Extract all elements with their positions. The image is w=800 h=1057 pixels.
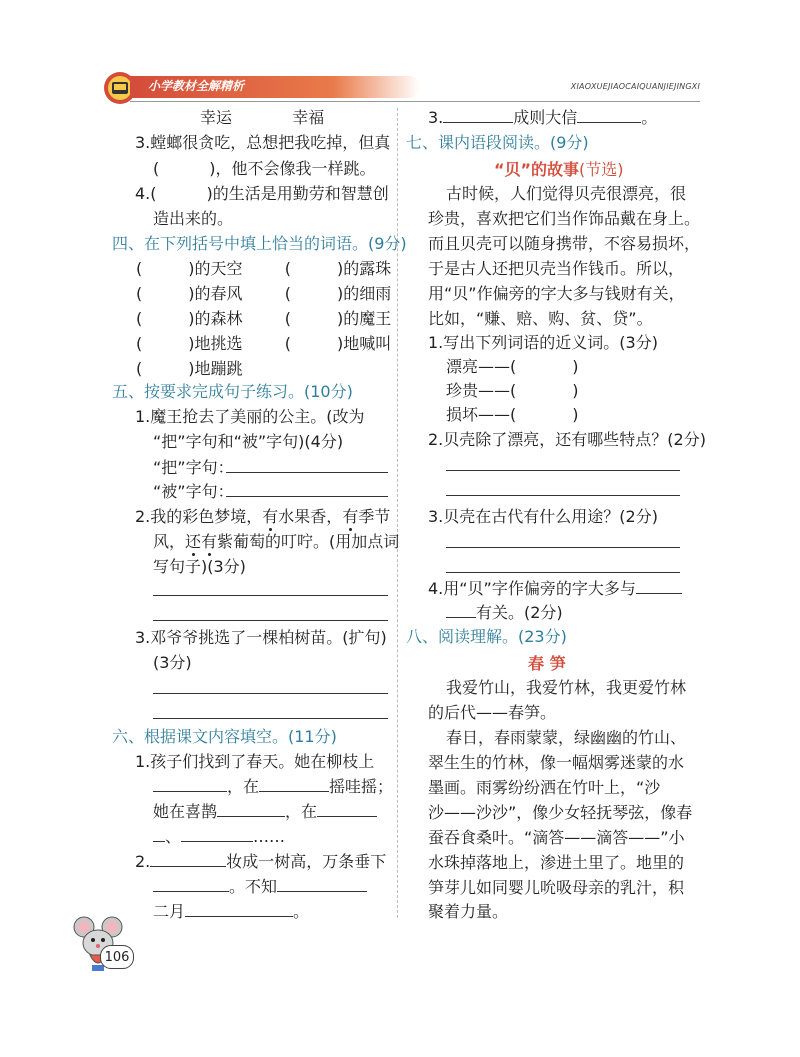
header	[100, 70, 700, 106]
s7-q1: 1.写出下列词语的近义词。(3分)	[428, 333, 658, 352]
s8-para-line: 水珠掉落地上，渗进土里了。地里的	[428, 853, 685, 872]
section-7-title: 七、课内语段阅读。(9分)	[406, 133, 589, 152]
fill-row-2: ( )的春风 ( )的细雨	[136, 284, 392, 303]
fill-item: 地喊叫	[343, 334, 392, 353]
fill-row-1: ( )的天空 ( )的露珠	[136, 259, 392, 278]
s5-q1-line1: 1.魔王抢去了美丽的公主。(改为	[135, 407, 365, 426]
s7-para-line: 古时候，人们觉得贝壳很漂亮，很	[446, 184, 687, 203]
fill-item: 的细雨	[343, 284, 392, 303]
s7-q2-answer-line-1[interactable]	[446, 470, 680, 471]
ba-sentence-label: “把”字句：	[153, 458, 234, 477]
fill-item: 的春风	[194, 284, 243, 303]
header-left-title: 小学教材全解精析	[148, 79, 245, 93]
s7-q2-answer-line-2[interactable]	[446, 495, 680, 496]
s5-q2-line2: 风，还有紫葡萄的叮咛。(用加点词	[153, 532, 400, 551]
page-number-badge	[100, 945, 134, 969]
s6-q1-line4: 、 ……	[153, 825, 285, 849]
section-8-title: 八、阅读理解。(23分)	[406, 627, 567, 646]
column-divider	[397, 108, 398, 918]
section-5-title: 五、按要求完成句子练习。(10分)	[112, 382, 353, 401]
s7-para-line: 于是古人还把贝壳当作钱币。所以，	[428, 259, 685, 278]
fill-item: 的天空	[194, 259, 243, 278]
s5-q3-answer-line-1[interactable]	[153, 693, 388, 694]
section-6-title: 六、根据课文内容填空。(11分)	[112, 727, 337, 746]
word-happiness: 幸福	[292, 108, 325, 127]
s8-para-line: 翠生生的竹林，像一幅烟雾迷蒙的水	[428, 753, 685, 772]
s5-q2-answer-line-2[interactable]	[153, 620, 388, 621]
s8-para-line: 墨画。雨雾纷纷洒在竹叶上，“沙	[428, 778, 661, 797]
ba-answer-line[interactable]	[226, 472, 388, 473]
s6-q1-line3: 她在喜鹊 ，在	[153, 800, 377, 824]
section-4-title: 四、在下列括号中填上恰当的词语。(9分)	[112, 234, 407, 253]
synonym-item: 漂亮——( )	[446, 357, 579, 376]
s7-para-line: 而且贝壳可以随身携带，不容易损坏，	[428, 234, 701, 253]
s8-para-line: 沙——沙沙”，像少女轻抚琴弦，像春	[428, 803, 693, 822]
words-row	[200, 106, 324, 130]
fill-row-5: ( )地蹦跳	[136, 359, 243, 378]
fill-row-4: ( )地挑选 ( )地喊叫	[136, 334, 392, 353]
passage-title-bei: “贝”的故事(节选)	[494, 160, 624, 179]
s5-q3-line1: 3.邓爷爷挑选了一棵柏树苗。(扩句)	[135, 628, 387, 647]
s8-para-line: 笋芽儿如同婴儿吮吸母亲的乳汁，积	[428, 878, 685, 897]
header-title-banner	[130, 76, 420, 98]
s6-q2-line1: 2. 妆成一树高，万条垂下	[135, 852, 387, 871]
s7-para-line: 珍贵，喜欢把它们当作饰品戴在身上。	[428, 209, 701, 228]
s5-q2-answer-line-1[interactable]	[153, 595, 388, 596]
synonym-item: 珍贵——( )	[446, 381, 579, 400]
word-luck: 幸运	[200, 108, 233, 127]
fill-item: 地蹦跳	[194, 359, 243, 378]
s6-q1-line2: ，在 摇哇摇；	[153, 775, 393, 799]
passage-title-chunsun: 春 笋	[528, 654, 566, 673]
page-number: 106	[104, 950, 130, 965]
s8-para-line: 的后代——春笋。	[428, 703, 557, 722]
fill-item: 的露珠	[343, 259, 392, 278]
s8-para-line: 春日，春雨蒙蒙，绿幽幽的竹山、	[446, 728, 687, 747]
q3-line2: ( )，他不会像我一样跳。	[153, 159, 376, 178]
q4-line2: 造出来的。	[153, 209, 234, 228]
q4-line1: 4.( )的生活是用勤劳和智慧创	[135, 184, 389, 203]
s5-q3-answer-line-2[interactable]	[153, 718, 388, 719]
header-right-title: XIAOXUEJIAOCAIQUANJIEJINGXI	[570, 82, 700, 91]
q3-line1: 3.螳螂很贪吃，总想把我吃掉，但真	[135, 133, 391, 152]
s7-q3-answer-line-2[interactable]	[446, 572, 680, 573]
s7-q4-line1: 4.用“贝”字作偏旁的字大多与	[428, 577, 682, 601]
s7-q2: 2.贝壳除了漂亮，还有哪些特点？(2分)	[428, 430, 706, 449]
r-q3: 3. 成则大信 。	[428, 108, 658, 127]
s7-q3-answer-line-1[interactable]	[446, 547, 680, 548]
fill-row-3: ( )的森林 ( )的魔王	[136, 309, 392, 328]
s5-q1-line2: “把”字句和“被”字句)(4分)	[153, 432, 344, 451]
s8-para-line: 蚕吞食桑叶。“滴答——滴答——”小	[428, 828, 685, 847]
s5-q3-line2: (3分)	[153, 653, 192, 672]
bei-sentence-label: “被”字句：	[153, 482, 234, 501]
s6-q2-line2: 。不知	[153, 875, 367, 899]
bei-answer-line[interactable]	[226, 496, 388, 497]
fill-item: 的森林	[194, 309, 243, 328]
s7-q3: 3.贝壳在古代有什么用途？(2分)	[428, 507, 658, 526]
synonym-item: 损坏——( )	[446, 405, 579, 424]
s5-q2-line3: 写句子)(3分)	[153, 557, 246, 576]
s7-para-line: 用“贝”作偏旁的字大多与钱财有关，	[428, 284, 685, 303]
s6-q2-line3: 二月 。	[153, 902, 310, 921]
fill-item: 的魔王	[343, 309, 392, 328]
s8-para-line: 聚着力量。	[428, 902, 509, 921]
fill-item: 地挑选	[194, 334, 243, 353]
s8-para-line: 我爱竹山，我爱竹林，我更爱竹林	[446, 678, 687, 697]
s7-q4-line2: 有关。(2分)	[446, 601, 563, 625]
header-rule	[130, 101, 700, 102]
s7-para-line: 比如，“赚、赔、购、贫、贷”。	[428, 309, 653, 328]
s5-q2-line1: 2.我的彩色梦境，有水果香，有季节	[135, 507, 391, 526]
s6-q1-line1: 1.孩子们找到了春天。她在柳枝上	[135, 752, 375, 771]
